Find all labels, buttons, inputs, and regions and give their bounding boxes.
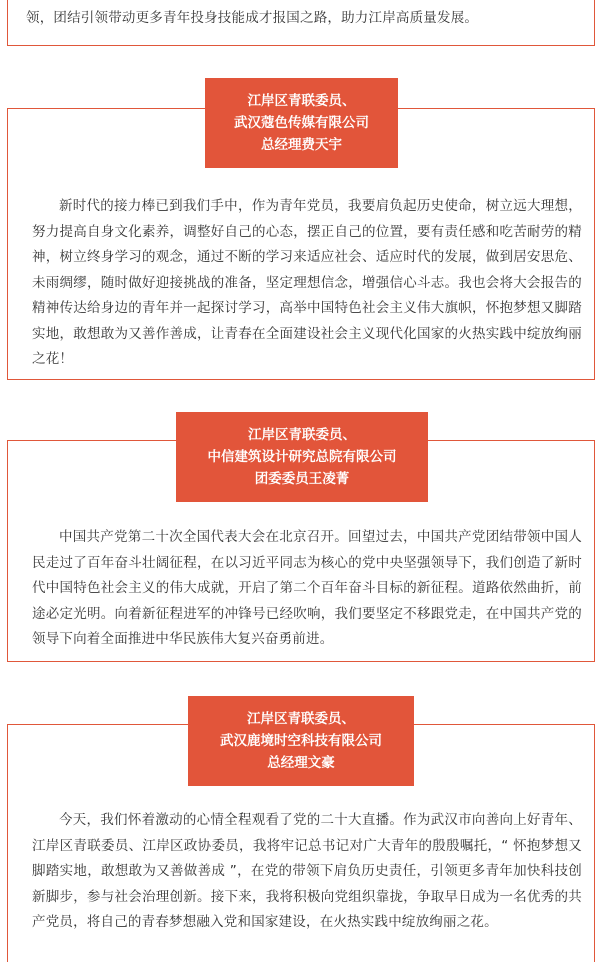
section-label-1	[205, 78, 398, 168]
label-line: 江岸区青联委员、	[247, 93, 356, 109]
label-line: 武汉蔻色传媒有限公司	[234, 115, 369, 131]
label-line: 总经理文豪	[267, 755, 335, 771]
label-line: 总经理费天宇	[261, 137, 342, 153]
section-paragraph-2: 中国共产党第二十次全国代表大会在北京召开。回望过去，中国共产党团结带领中国人民走过了百年奋斗壮阔征程，在以习近平同志为核心的党中央坚强领导下，我们创造了新时代中国特色社会主义的伟大成就，开启了第二个百年奋斗目标的新征程。道路依然曲折，前途必定光明。向着新征程进军的冲锋号已经吹响，我们要坚定不移跟党走，在中国共产党的领导下向着全面推进中华民族伟大复兴奋勇前进。	[32, 529, 582, 647]
label-line: 江岸区青联委员、	[247, 711, 355, 727]
label-line: 团委委员王凌菁	[254, 471, 350, 487]
section-paragraph-1: 新时代的接力棒已到我们手中，作为青年党员，我要肩负起历史使命，树立远大理想，努力提高自身文化素养，调整好自己的心态，摆正自己的位置，要有责任感和吃苦耐劳的精神，树立终身学习的观念，通过不断的学习来适应社会、适应时代的发展，做到居安思危、未雨绸缪，随时做好迎接挑战的准备，坚定理想信念，增强信心斗志。我也会将大会报告的精神传达给身边的青年并一起探讨学习，高举中国特色社会主义伟大旗帜，怀抱梦想又脚踏实地，敢想敢为又善作善成，让青春在全面建设社会主义现代化国家的火热实践中绽放绚丽之花！	[32, 198, 582, 367]
section-label-2	[176, 412, 428, 502]
intro-box	[7, 0, 595, 46]
section-label-3	[188, 696, 414, 786]
label-line: 江岸区青联委员、	[248, 427, 356, 443]
section-paragraph-3: 今天，我们怀着激动的心情全程观看了党的二十大直播。作为武汉市向善向上好青年、江岸区青联委员、江岸区政协委员，我将牢记总书记对广大青年的殷殷嘱托，“ 怀抱梦想又脚踏实地，敢想敢为又善做善成 ”，在党的带领下肩负历史责任，引领更多青年加快科技创新脚步，参与社会治理创新。接下来，我将积极向党组织靠拢，争取早日成为一名优秀的共产党员，将自己的青春梦想融入党和国家建设，在火热实践中绽放绚丽之花。	[32, 812, 582, 930]
label-line: 中信建筑设计研究总院有限公司	[207, 449, 397, 465]
label-line: 武汉鹿境时空科技有限公司	[220, 733, 382, 749]
intro-paragraph: 领，团结引领带动更多青年投身技能成才报国之路，助力江岸高质量发展。	[26, 10, 479, 26]
